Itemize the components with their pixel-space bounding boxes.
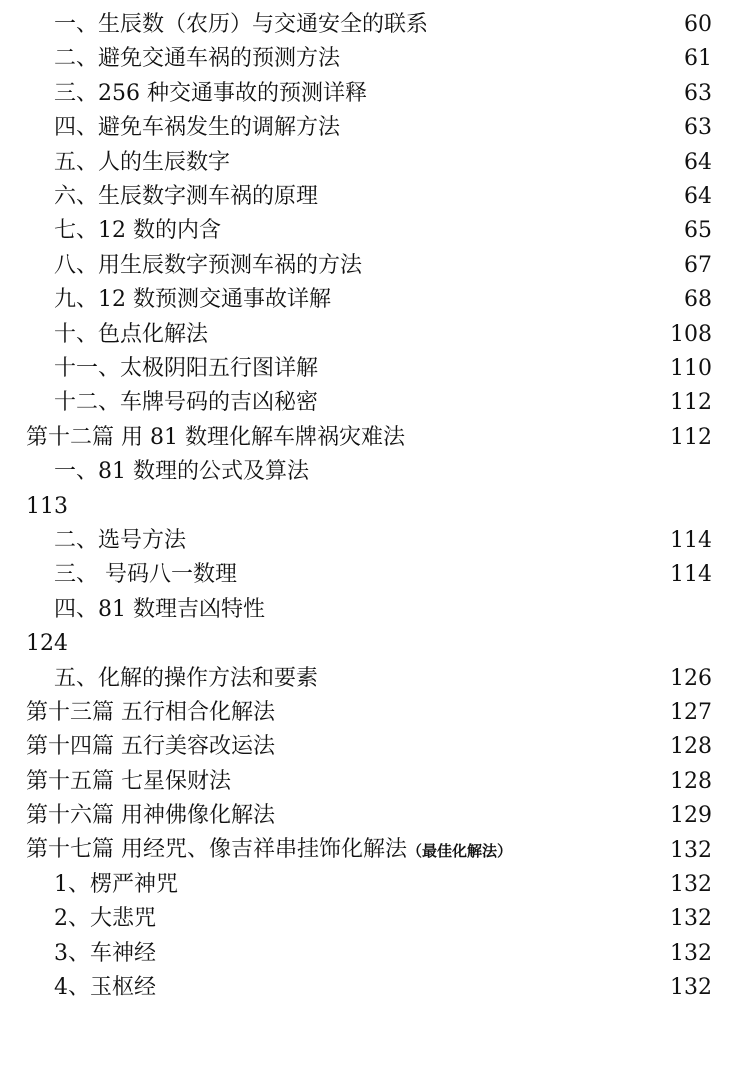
toc-entry-title: 一、81 数理的公式及算法 [54, 459, 309, 485]
toc-entry-title: 七、12 数的内含 [54, 218, 221, 244]
dot-leader [320, 386, 668, 420]
toc-entry-page: 110 [670, 356, 712, 381]
dot-leader [277, 799, 668, 833]
toc-entry-page: 108 [670, 321, 712, 347]
dot-leader [277, 696, 668, 730]
dot-leader [267, 593, 710, 627]
toc-entry-title: 三、256 种交通事故的预测详释 [54, 80, 367, 106]
toc-entry-title: 四、避免车祸发生的调解方法 [54, 115, 341, 141]
toc-entry [0, 834, 748, 868]
toc-entry-page: 132 [670, 837, 712, 863]
toc-entry-page: 129 [670, 803, 712, 829]
toc-entry-page: 64 [684, 184, 712, 209]
toc-entry [0, 490, 748, 524]
toc-entry-title: 4、玉枢经 [54, 975, 156, 1001]
toc-entry [0, 799, 748, 833]
toc-entry [0, 971, 748, 1005]
toc-entry-page: 132 [670, 906, 712, 932]
dot-leader [342, 42, 682, 76]
dot-leader [233, 765, 668, 799]
toc-entry-title: 第十四篇 五行美容改运法 [26, 734, 275, 760]
toc-entry-page: 132 [670, 872, 712, 897]
toc-entry-title: 五、化解的操作方法和要素 [54, 665, 319, 691]
toc-entry-title: 十一、太极阴阳五行图详解 [54, 356, 319, 381]
toc-entry [0, 249, 748, 283]
toc-entry-page: 114 [670, 528, 712, 553]
dot-leader [158, 971, 668, 1005]
dot-leader [320, 352, 668, 386]
toc-entry-title: 1、楞严神咒 [54, 872, 178, 897]
toc-entry-title: 第十七篇 用经咒、像吉祥串挂饰化解法（最佳化解法） [26, 837, 513, 863]
toc-entry-page: 126 [670, 665, 712, 691]
toc-entry-page: 64 [684, 149, 712, 175]
toc-entry [0, 558, 748, 592]
toc-entry [0, 42, 748, 76]
toc-entry-title: 第十六篇 用神佛像化解法 [26, 803, 275, 829]
dot-leader [320, 662, 668, 696]
toc-entry [0, 937, 748, 971]
dot-leader [158, 902, 668, 936]
toc-entry-title: 十二、车牌号码的吉凶秘密 [54, 390, 319, 416]
dot-leader [277, 730, 668, 764]
toc-entry-page: 132 [670, 975, 712, 1001]
toc-entry-title: 五、人的生辰数字 [54, 149, 231, 175]
toc-entry [0, 352, 748, 386]
toc-entry [0, 421, 748, 455]
toc-entry [0, 146, 748, 180]
toc-entry [0, 455, 748, 489]
dot-leader [333, 283, 682, 317]
toc-entry-title: 第十二篇 用 81 数理化解车牌祸灾难法 [26, 424, 405, 450]
toc-entry [0, 283, 748, 317]
toc-entry [0, 662, 748, 696]
toc-entry [0, 730, 748, 764]
toc-entry-title: 九、12 数预测交通事故详解 [54, 287, 331, 313]
toc-entry-title: 十、色点化解法 [54, 321, 209, 347]
toc-entry-page: 112 [670, 424, 712, 450]
toc-entry-title: 第十三篇 五行相合化解法 [26, 700, 275, 725]
toc-entry-page: 127 [670, 700, 712, 725]
toc-entry-title: 2、大悲咒 [54, 906, 156, 932]
dot-leader [369, 77, 682, 111]
toc-entry [0, 180, 748, 214]
toc-entry [0, 868, 748, 902]
toc-entry [0, 765, 748, 799]
toc-entry-page: 124 [26, 631, 68, 657]
toc-entry-title: 二、避免交通车祸的预测方法 [54, 46, 341, 72]
toc-entry [0, 593, 748, 627]
toc-entry-title: 3、车神经 [54, 940, 156, 966]
dot-leader [320, 180, 682, 214]
toc-entry-page: 113 [26, 493, 68, 519]
toc-entry-page: 63 [684, 80, 712, 106]
toc-entry-page: 128 [670, 734, 712, 760]
dot-leader [223, 214, 682, 248]
dot-leader [430, 8, 682, 42]
toc-entry-title: 三、 号码八一数理 [54, 562, 237, 588]
dot-leader [514, 834, 668, 868]
toc-entry-page: 63 [684, 115, 712, 141]
toc-entry-title: 四、81 数理吉凶特性 [54, 596, 265, 622]
toc-entry-page: 65 [684, 218, 712, 244]
toc-entry-title: 二、选号方法 [54, 528, 187, 553]
toc-entry-page: 67 [684, 252, 712, 278]
dot-leader [364, 249, 682, 283]
toc-entry [0, 524, 748, 558]
dot-leader [180, 868, 668, 902]
toc-entry-page: 114 [670, 562, 712, 588]
toc-entry [0, 318, 748, 352]
toc-entry-title: 六、生辰数字测车祸的原理 [54, 184, 319, 209]
dot-leader [342, 111, 682, 145]
dot-leader [210, 318, 668, 352]
dot-leader [311, 455, 710, 489]
dot-leader [188, 524, 668, 558]
toc-entry [0, 902, 748, 936]
toc-entry [0, 627, 748, 661]
toc-entry [0, 386, 748, 420]
toc-entry [0, 111, 748, 145]
toc-entry-page: 132 [670, 940, 712, 966]
toc-entry [0, 8, 748, 42]
dot-leader [239, 558, 668, 592]
toc-entry-page: 128 [670, 768, 712, 794]
toc-entry-page: 68 [684, 287, 712, 313]
dot-leader [407, 421, 668, 455]
toc-entry-title: 八、用生辰数字预测车祸的方法 [54, 252, 363, 278]
toc-entry-note: （最佳化解法） [407, 842, 513, 861]
toc-entry [0, 77, 748, 111]
toc-entry-page: 61 [684, 46, 712, 72]
dot-leader [158, 937, 668, 971]
dot-leader [232, 146, 682, 180]
toc-entry [0, 696, 748, 730]
toc-entry [0, 214, 748, 248]
toc-entry-title: 第十五篇 七星保财法 [26, 768, 231, 794]
toc-entry-page: 60 [684, 12, 712, 37]
toc-entry-page: 112 [670, 390, 712, 416]
toc-entry-title: 一、生辰数（农历）与交通安全的联系 [54, 12, 429, 37]
